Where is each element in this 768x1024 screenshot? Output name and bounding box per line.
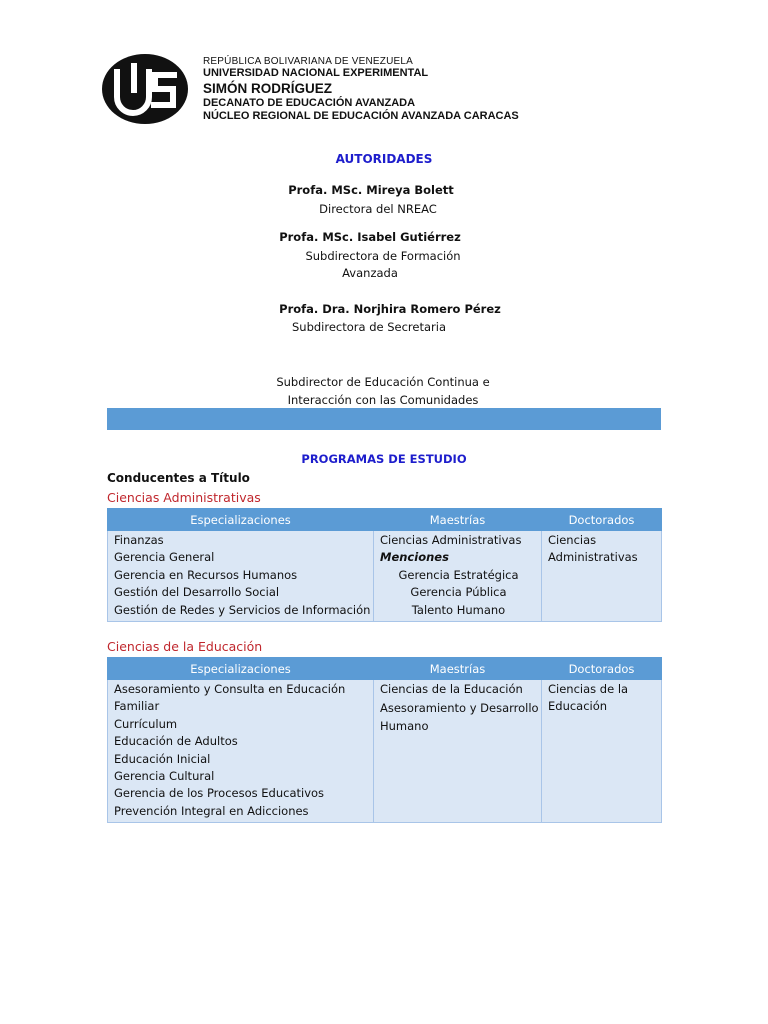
programs-title: PROGRAMAS DE ESTUDIO xyxy=(301,452,467,466)
list-item: Ciencias Administrativas xyxy=(380,533,522,547)
header-universidad: UNIVERSIDAD NACIONAL EXPERIMENTAL xyxy=(203,67,429,79)
maestrias-cell xyxy=(374,680,542,823)
list-item: Ciencias de la xyxy=(548,682,629,696)
table-header-row xyxy=(108,658,662,680)
list-item: Educación Inicial xyxy=(114,751,211,766)
table-row xyxy=(108,531,662,622)
authority-4-role-line2: Interacción con las Comunidades xyxy=(287,393,479,407)
list-item: Gerencia de los Procesos Educativos xyxy=(114,786,325,801)
list-item: Gerencia General xyxy=(114,550,215,565)
header-doctorados: Doctorados xyxy=(542,509,662,531)
authority-2-name: Profa. MSc. Isabel Gutiérrez xyxy=(279,230,461,244)
authorities-title: AUTORIDADES xyxy=(335,152,433,166)
list-item: Prevención Integral en Adicciones xyxy=(114,803,309,818)
table-row xyxy=(108,680,662,823)
authority-3-role: Subdirectora de Secretaria xyxy=(291,320,447,334)
list-item: Gerencia Cultural xyxy=(114,769,215,784)
authority-3-name: Profa. Dra. Norjhira Romero Pérez xyxy=(279,302,501,316)
authority-1-role: Directora del NREAC xyxy=(319,202,437,216)
header-maestrias: Maestrías xyxy=(374,509,542,531)
list-item: Gestión del Desarrollo Social xyxy=(114,585,280,600)
section-title-educacion: Ciencias de la Educación xyxy=(107,639,263,654)
list-item: Asesoramiento y Consulta en Educación xyxy=(114,682,346,696)
authority-1-name: Profa. MSc. Mireya Bolett xyxy=(288,183,454,197)
doctorados-cell xyxy=(542,531,662,622)
list-item: Gerencia Estratégica xyxy=(398,567,519,582)
university-logo xyxy=(101,53,189,125)
header-doctorados: Doctorados xyxy=(542,658,662,680)
doctorados-cell xyxy=(542,680,662,823)
list-item: Gestión de Redes y Servicios de Información xyxy=(114,602,371,617)
list-item: Ciencias de la Educación xyxy=(380,682,523,696)
list-item: Talento Humano xyxy=(411,602,506,617)
header-especializaciones: Especializaciones xyxy=(108,509,374,531)
list-item: Currículum xyxy=(114,716,178,731)
section-title-admin: Ciencias Administrativas xyxy=(107,490,261,505)
list-item: Educación de Adultos xyxy=(114,734,238,749)
header-especializaciones: Especializaciones xyxy=(108,658,374,680)
list-item: Familiar xyxy=(114,699,160,714)
list-item: Administrativas xyxy=(548,550,638,565)
list-item: Finanzas xyxy=(114,533,164,547)
menciones-label: Menciones xyxy=(380,550,449,565)
list-item: Gerencia en Recursos Humanos xyxy=(114,567,298,582)
maestrias-cell xyxy=(374,531,542,622)
list-item: Asesoramiento y Desarrollo xyxy=(380,701,539,716)
programs-table-educacion xyxy=(107,657,662,823)
conducentes-heading: Conducentes a Título xyxy=(107,471,250,485)
header-maestrias: Maestrías xyxy=(374,658,542,680)
header-nucleo: NÚCLEO REGIONAL DE EDUCACIÓN AVANZADA CARACAS xyxy=(203,110,519,122)
especializaciones-cell xyxy=(108,531,374,622)
list-item: Educación xyxy=(548,699,608,714)
authority-2-role-line2: Avanzada xyxy=(342,266,398,280)
list-item: Ciencias xyxy=(548,533,597,547)
header-decanato: DECANATO DE EDUCACIÓN AVANZADA xyxy=(203,97,416,109)
table-header-row xyxy=(108,509,662,531)
authority-2-role-line1: Subdirectora de Formación xyxy=(305,249,461,263)
header-simon-rodriguez: SIMÓN RODRÍGUEZ xyxy=(203,81,333,96)
programs-table-admin xyxy=(107,508,662,622)
list-item: Gerencia Pública xyxy=(410,585,507,600)
especializaciones-cell xyxy=(108,680,374,823)
header-republica: REPÚBLICA BOLIVARIANA DE VENEZUELA xyxy=(203,56,414,67)
divider-bar xyxy=(107,408,661,430)
authority-4-role-line1: Subdirector de Educación Continua e xyxy=(276,375,490,389)
list-item: Humano xyxy=(380,718,429,733)
